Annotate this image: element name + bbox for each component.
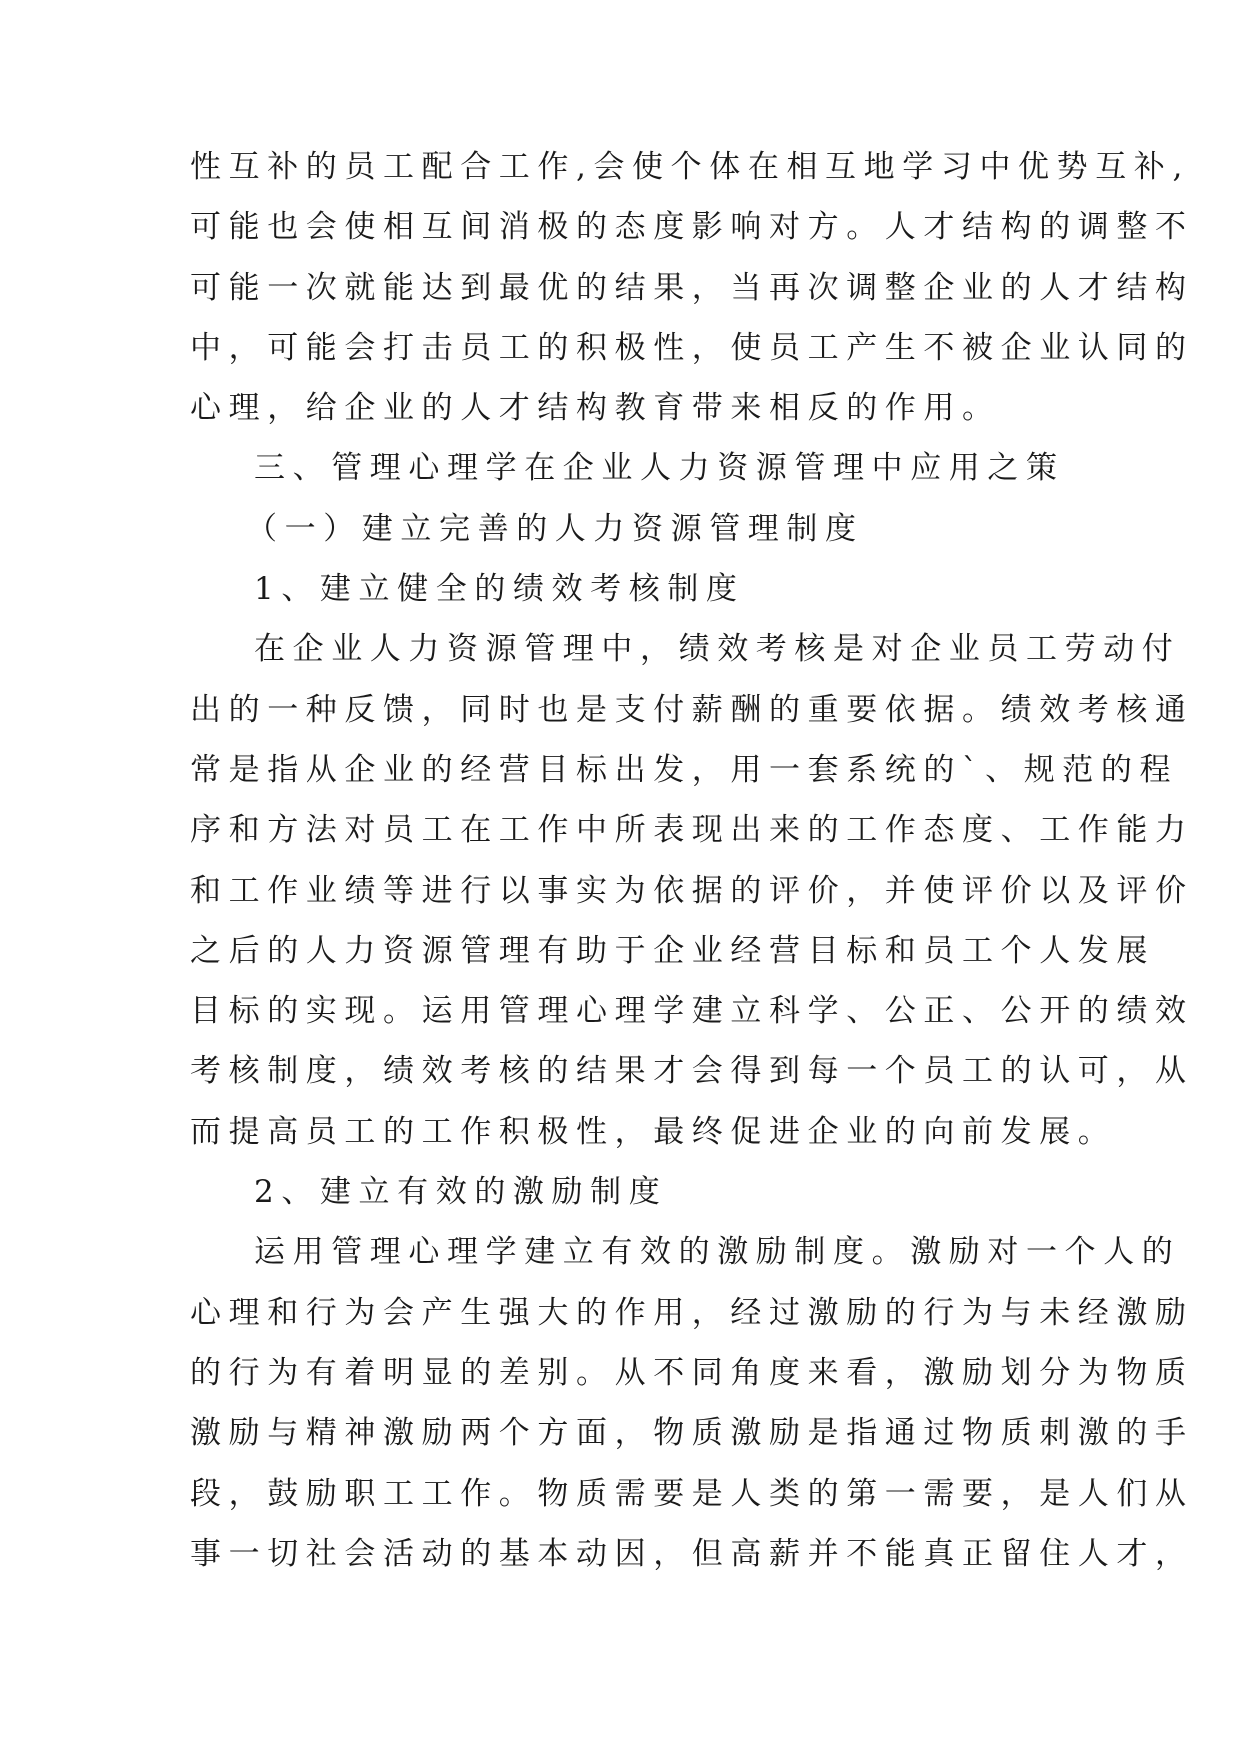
- paragraph-line: 之后的人力资源管理有助于企业经营目标和员工个人发展: [190, 933, 1155, 969]
- paragraph-line: 目标的实现。运用管理心理学建立科学、公正、公开的绩效: [190, 993, 1194, 1029]
- paragraph-line: 而提高员工的工作积极性，最终促进企业的向前发展。: [190, 1114, 1117, 1150]
- paragraph-line: 考核制度，绩效考核的结果才会得到每一个员工的认可，从: [190, 1053, 1194, 1089]
- paragraph-line: 心理，给企业的人才结构教育带来相反的作用。: [190, 390, 1001, 426]
- subsection-heading: （一）建立完善的人力资源管理制度: [246, 511, 864, 547]
- paragraph-line: 事一切社会活动的基本动因，但高薪并不能真正留住人才，: [190, 1536, 1194, 1572]
- paragraph-line: 常是指从企业的经营目标出发，用一套系统的`、规范的程: [190, 752, 1179, 788]
- paragraph-line: 在企业人力资源管理中，绩效考核是对企业员工劳动付: [254, 631, 1181, 667]
- paragraph-line: 的行为有着明显的差别。从不同角度来看，激励划分为物质: [190, 1355, 1194, 1391]
- section-heading: 三、管理心理学在企业人力资源管理中应用之策: [254, 450, 1065, 486]
- paragraph-line: 和工作业绩等进行以事实为依据的评价，并使评价以及评价: [190, 873, 1194, 909]
- paragraph-line: 出的一种反馈，同时也是支付薪酬的重要依据。绩效考核通: [190, 692, 1194, 728]
- paragraph-line: 中，可能会打击员工的积极性，使员工产生不被企业认同的: [190, 330, 1194, 366]
- item-heading: 2、建立有效的激励制度: [254, 1174, 668, 1210]
- paragraph-line: 可能一次就能达到最优的结果，当再次调整企业的人才结构: [190, 270, 1194, 306]
- paragraph-line: 心理和行为会产生强大的作用，经过激励的行为与未经激励: [190, 1295, 1194, 1331]
- paragraph-line: 段，鼓励职工工作。物质需要是人类的第一需要，是人们从: [190, 1476, 1194, 1512]
- item-heading: 1、建立健全的绩效考核制度: [254, 571, 745, 607]
- paragraph-line: 激励与精神激励两个方面，物质激励是指通过物质刺激的手: [190, 1415, 1194, 1451]
- paragraph-line: 序和方法对员工在工作中所表现出来的工作态度、工作能力: [190, 812, 1194, 848]
- paragraph-line: 性互补的员工配合工作,会使个体在相互地学习中优势互补,: [190, 149, 1190, 185]
- paragraph-line: 运用管理心理学建立有效的激励制度。激励对一个人的: [254, 1234, 1181, 1270]
- paragraph-line: 可能也会使相互间消极的态度影响对方。人才结构的调整不: [190, 209, 1194, 245]
